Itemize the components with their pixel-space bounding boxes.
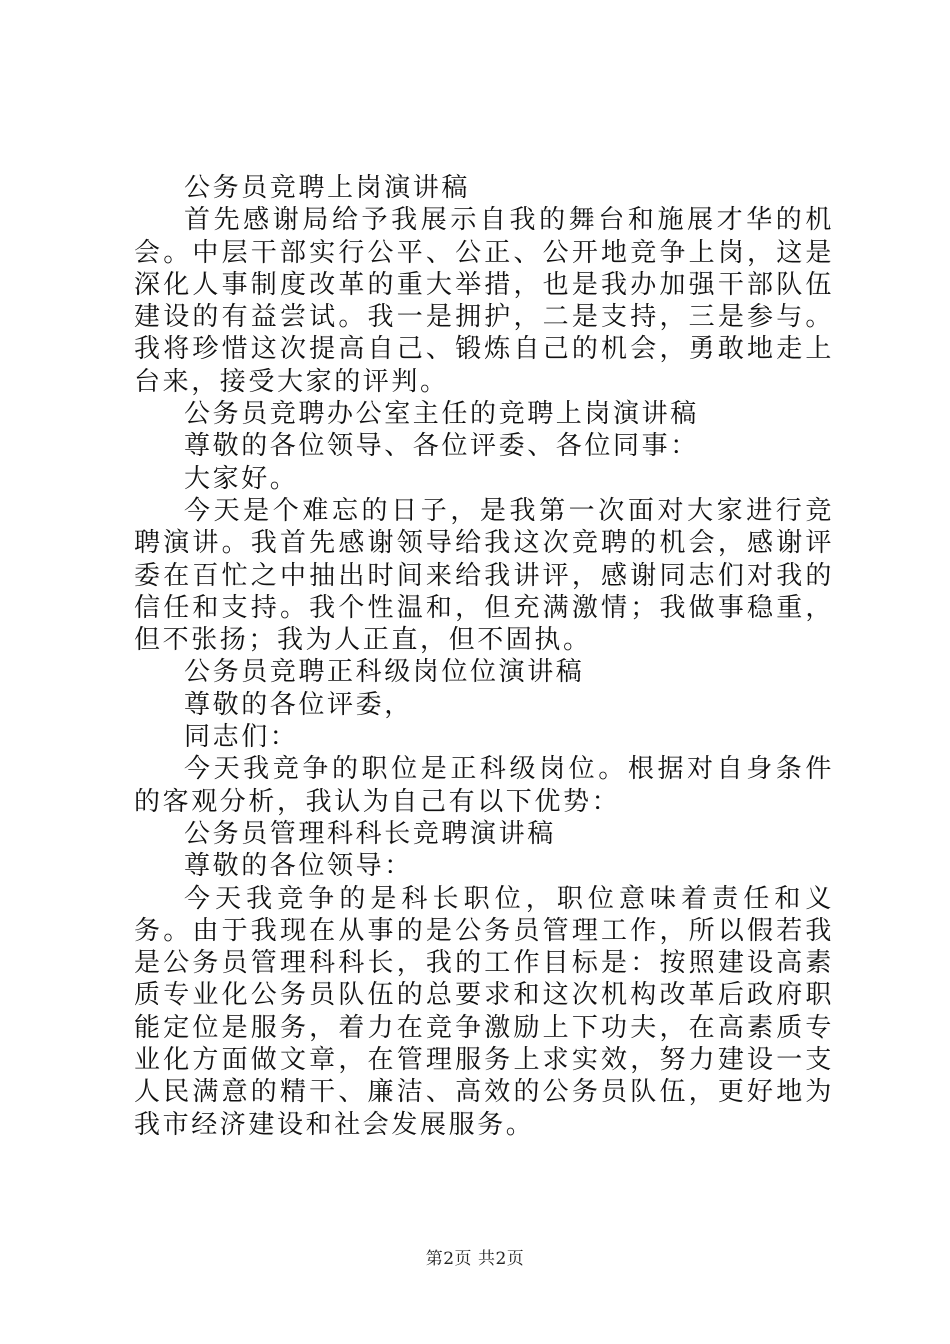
speech-title: 公务员管理科科长竞聘演讲稿 bbox=[184, 818, 556, 849]
salutation: 尊敬的各位领导： bbox=[184, 851, 413, 882]
body-paragraph: 今天我竞争的职位是正科级岗位。根据对自身条件的客观分析，我认为自己有以下优势： bbox=[134, 754, 834, 817]
speech-title: 公务员竞聘办公室主任的竞聘上岗演讲稿 bbox=[184, 399, 699, 430]
body-paragraph: 首先感谢局给予我展示自我的舞台和施展才华的机会。中层干部实行公平、公正、公开地竞争上岗，这是深化人事制度改革的重大举措，也是我办加强干部队伍建设的有益尝试。我一是拥护，二是支持，三是参与。我将珍惜这次提高自己、锻炼自己的机会，勇敢地走上台来，接受大家的评判。 bbox=[134, 205, 834, 397]
salutation: 尊敬的各位评委， bbox=[184, 689, 413, 720]
salutation: 尊敬的各位领导、各位评委、各位同事： bbox=[184, 431, 699, 462]
page-number-footer: 第2页 共2页 bbox=[425, 1249, 525, 1269]
body-paragraph: 今天我竞争的是科长职位，职位意味着责任和义务。由于我现在从事的是公务员管理工作，所以假若我是公务员管理科科长，我的工作目标是：按照建设高素质专业化公务员队伍的总要求和这次机构改革后政府职能定位是服务，着力在竞争激励上下功夫，在高素质专业化方面做文章，在管理服务上求实效，努力建设一支人民满意的精干、廉洁、高效的公务员队伍，更好地为我市经济建设和社会发展服务。 bbox=[134, 883, 834, 1140]
greeting: 大家好。 bbox=[184, 463, 299, 494]
speech-title: 公务员竞聘上岗演讲稿 bbox=[184, 173, 471, 203]
speech-title: 公务员竞聘正科级岗位位演讲稿 bbox=[184, 657, 585, 688]
salutation: 同志们： bbox=[184, 722, 299, 753]
document-body bbox=[134, 172, 834, 1141]
body-paragraph: 今天是个难忘的日子，是我第一次面对大家进行竞聘演讲。我首先感谢领导给我这次竞聘的机会，感谢评委在百忙之中抽出时间来给我讲评，感谢同志们对我的信任和支持。我个性温和，但充满激情；我做事稳重，但不张扬；我为人正直，但不固执。 bbox=[134, 495, 834, 656]
